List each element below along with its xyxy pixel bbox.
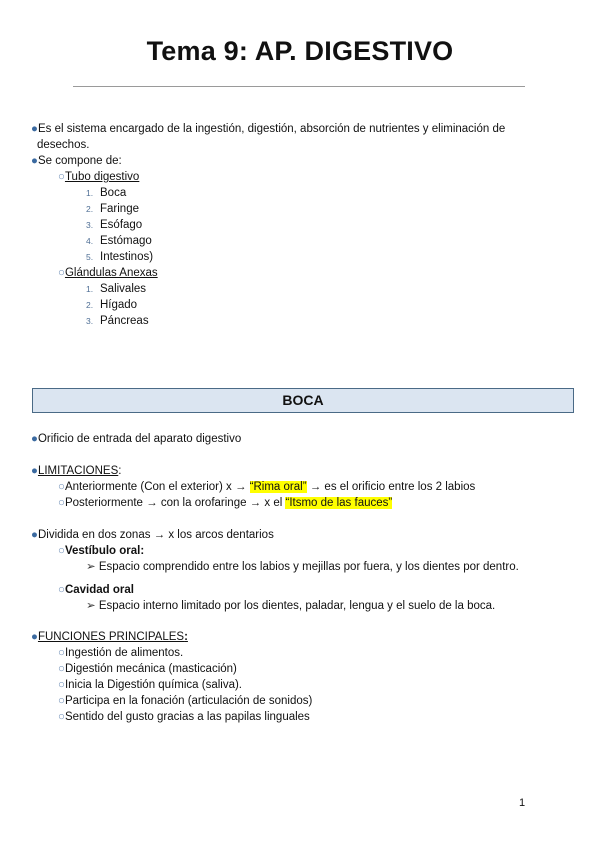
arrow-bullet-icon: ➢ [86, 600, 99, 612]
bullet-icon: ● [31, 123, 38, 135]
hollow-bullet-icon: ○ [58, 267, 65, 279]
hollow-bullet-icon: ○ [58, 584, 65, 596]
tubo-digestivo-heading: ○Tubo digestivo [58, 171, 140, 183]
hollow-bullet-icon: ○ [58, 711, 65, 723]
page-title: Tema 9: AP. DIGESTIVO [146, 36, 454, 66]
limitaciones-heading: ●LIMITACIONES: [31, 465, 122, 477]
list-item: 1. Salivales [86, 283, 147, 295]
list-item: 4. Estómago [86, 235, 152, 247]
compone-line: ●Se compone de: [31, 155, 122, 167]
list-item: 2. Faringe [86, 203, 139, 215]
list-item: ○Ingestión de alimentos. [58, 647, 184, 659]
hollow-bullet-icon: ○ [58, 663, 65, 675]
intro-line-1: ●Es el sistema encargado de la ingestión, digestión, absorción de nutrientes y eliminación de [31, 123, 506, 135]
list-item: ○Participa en la fonación (articulación de sonidos) [58, 695, 313, 707]
bullet-icon: ● [31, 433, 38, 445]
hollow-bullet-icon: ○ [58, 497, 65, 509]
title-divider [73, 86, 525, 87]
highlight-rima-oral: “Rima oral” [249, 481, 307, 493]
hollow-bullet-icon: ○ [58, 679, 65, 691]
cavidad-desc: ➢ Espacio interno limitado por los dientes, paladar, lengua y el suelo de la boca. [86, 600, 496, 612]
hollow-bullet-icon: ○ [58, 481, 65, 493]
hollow-bullet-icon: ○ [58, 647, 65, 659]
list-item: 2. Hígado [86, 299, 138, 311]
dividida-line: ●Dividida en dos zonas → x los arcos dentarios [31, 529, 274, 541]
hollow-bullet-icon: ○ [58, 545, 65, 557]
hollow-bullet-icon: ○ [58, 695, 65, 707]
highlight-itsmo-fauces: “Itsmo de las fauces” [285, 497, 393, 509]
list-item: ○Digestión mecánica (masticación) [58, 663, 237, 675]
limitacion-anterior: ○Anteriormente (Con el exterior) x → “Rima oral” → es el orificio entre los 2 labios [58, 481, 476, 493]
list-item: 3. Esófago [86, 219, 143, 231]
bullet-icon: ● [31, 465, 38, 477]
list-item: 5. Intestinos) [86, 251, 154, 263]
vestibulo-desc: ➢ Espacio comprendido entre los labios y mejillas por fuera, y los dientes por dentro. [86, 561, 519, 573]
list-item: ○Sentido del gusto gracias a las papilas linguales [58, 711, 310, 723]
page-number: 1 [519, 797, 526, 809]
arrow-bullet-icon: ➢ [86, 561, 99, 573]
list-item: ○Inicia la Digestión química (saliva). [58, 679, 242, 691]
bullet-icon: ● [31, 529, 38, 541]
list-item: 1. Boca [86, 187, 127, 199]
section-header-boca: BOCA [32, 388, 574, 413]
cavidad-heading: ○Cavidad oral [58, 584, 134, 596]
hollow-bullet-icon: ○ [58, 171, 65, 183]
list-item: 3. Páncreas [86, 315, 149, 327]
orificio-line: ●Orificio de entrada del aparato digestivo [31, 433, 242, 445]
intro-line-2: desechos. [37, 139, 90, 151]
bullet-icon: ● [31, 631, 38, 643]
funciones-heading: ●FUNCIONES PRINCIPALES: [31, 631, 188, 643]
bullet-icon: ● [31, 155, 38, 167]
vestibulo-heading: ○Vestíbulo oral: [58, 545, 145, 557]
limitacion-posterior: ○Posteriormente → con la orofaringe → x el “Itsmo de las fauces” [58, 497, 393, 509]
glandulas-anexas-heading: ○Glándulas Anexas [58, 267, 158, 279]
